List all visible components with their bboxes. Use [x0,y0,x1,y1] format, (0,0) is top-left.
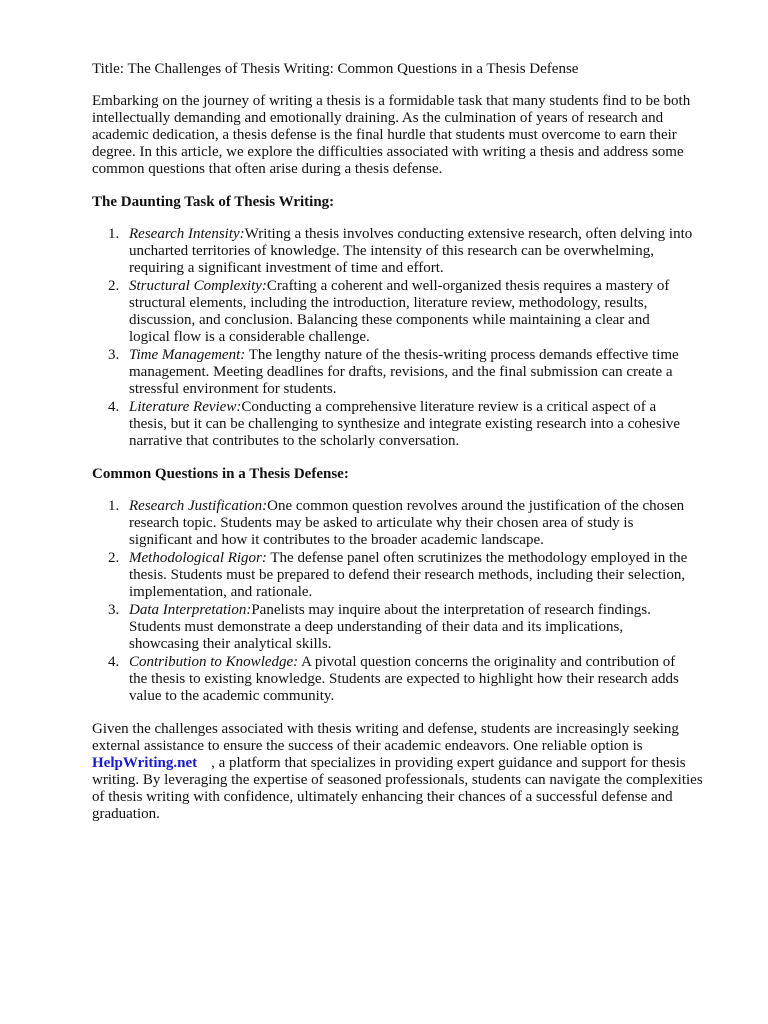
closing-line: graduation. [92,806,160,822]
list-item-line: value to the academic community. [129,688,335,704]
list-item-line [129,278,732,295]
closing-paragraph [92,721,732,823]
closing-line: Given the challenges associated with thesis writing and defense, students are increasingly seeking [92,721,679,737]
list-item-line [129,550,732,567]
document-title: Title: The Challenges of Thesis Writing: Common Questions in a Thesis Defense [92,61,579,77]
list-item-line: stressful environment for students. [129,381,337,397]
section-heading-common-questions: Common Questions in a Thesis Defense: [92,466,349,482]
list-item-line: implementation, and rationale. [129,584,313,600]
list-item-line [129,602,732,619]
list-item-label: Research Justification: [129,498,268,514]
list-item-number: 3. [108,347,120,363]
list-item-number: 2. [108,278,120,294]
list-item-line: research topic. Students may be asked to articulate why their chosen area of study is [129,515,634,531]
list-item-line: requiring a significant investment of time and effort. [129,260,444,276]
list-item-line: narrative that contributes to the scholarly conversation. [129,433,460,449]
list-item-text: The lengthy nature of the thesis-writing process demands effective time [245,347,679,363]
list-item-line [129,399,732,416]
list-item-label: Data Interpretation: [129,602,252,618]
section-heading-daunting-task: The Daunting Task of Thesis Writing: [92,194,335,210]
list-item [92,278,732,346]
list-item-number: 1. [108,226,120,242]
challenges-list [92,226,732,450]
closing-link-after: , a platform that specializes in providing expert guidance and support for thesis [211,755,686,771]
list-item-text: A pivotal question concerns the originality and contribution of [298,654,676,670]
list-item [92,654,732,705]
list-item-line: the thesis to existing knowledge. Students are expected to highlight how their research adds [129,671,679,687]
closing-line: writing. By leveraging the expertise of seasoned professionals, students can navigate the complexities [92,772,703,788]
list-item-label: Literature Review: [129,399,242,415]
list-item-line: uncharted territories of knowledge. The intensity of this research can be overwhelming, [129,243,654,259]
intro-line: degree. In this article, we explore the difficulties associated with writing a thesis and address some [92,144,684,160]
list-item-line: showcasing their analytical skills. [129,636,332,652]
list-item-number: 2. [108,550,120,566]
questions-list [92,498,732,705]
list-item-number: 1. [108,498,120,514]
list-item-line [129,654,732,671]
list-item-text: Writing a thesis involves conducting extensive research, often delving into [244,226,693,242]
list-item-text: One common question revolves around the justification of the chosen [267,498,685,514]
list-item-line [129,347,732,364]
list-item-number: 4. [108,399,120,415]
list-item-label: Contribution to Knowledge: [129,654,299,670]
list-item [92,602,732,653]
list-item-line [129,498,732,515]
list-item-text: Crafting a coherent and well-organized thesis requires a mastery of [266,278,670,294]
list-item-line: thesis. Students must be prepared to defend their research methods, including their selection, [129,567,686,583]
intro-line: academic dedication, a thesis defense is the final hurdle that students must overcome to earn their [92,127,677,143]
list-item [92,498,732,549]
intro-paragraph [92,93,732,178]
list-item-line: significant and how it contributes to the broader academic landscape. [129,532,544,548]
document [92,61,732,839]
list-item-line: Students must demonstrate a deep understanding of their data and its implications, [129,619,624,635]
intro-line: intellectually demanding and emotionally draining. As the culmination of years of research and [92,110,664,126]
list-item [92,347,732,398]
list-item-line: discussion, and conclusion. Balancing these components while maintaining a clear and [129,312,650,328]
helpwriting-link[interactable]: HelpWriting.net [92,755,198,771]
list-item [92,399,732,450]
list-item-number: 3. [108,602,120,618]
list-item-label: Time Management: [129,347,246,363]
list-item-label: Structural Complexity: [129,278,267,294]
list-item-line: structural elements, including the introduction, literature review, methodology, results, [129,295,648,311]
list-item [92,550,732,601]
list-item [92,226,732,277]
list-item-text: Panelists may inquire about the interpretation of research findings. [251,602,651,618]
list-item-line: management. Meeting deadlines for drafts, revisions, and the final submission can create a [129,364,673,380]
closing-link-line [92,755,732,772]
list-item-text: Conducting a comprehensive literature review is a critical aspect of a [241,399,657,415]
list-item-line: logical flow is a considerable challenge. [129,329,370,345]
closing-line: of thesis writing with confidence, ultimately enhancing their chances of a successful defense and [92,789,673,805]
list-item-label: Methodological Rigor: [129,550,267,566]
closing-line: external assistance to ensure the success of their academic endeavors. One reliable option is [92,738,643,754]
list-item-text: The defense panel often scrutinizes the methodology employed in the [266,550,688,566]
intro-line: Embarking on the journey of writing a thesis is a formidable task that many students find to be both [92,93,691,109]
list-item-number: 4. [108,654,120,670]
list-item-line [129,226,732,243]
list-item-line: thesis, but it can be challenging to synthesize and integrate existing research into a cohesive [129,416,681,432]
list-item-label: Research Intensity: [129,226,245,242]
intro-line: common questions that often arise during a thesis defense. [92,161,443,177]
